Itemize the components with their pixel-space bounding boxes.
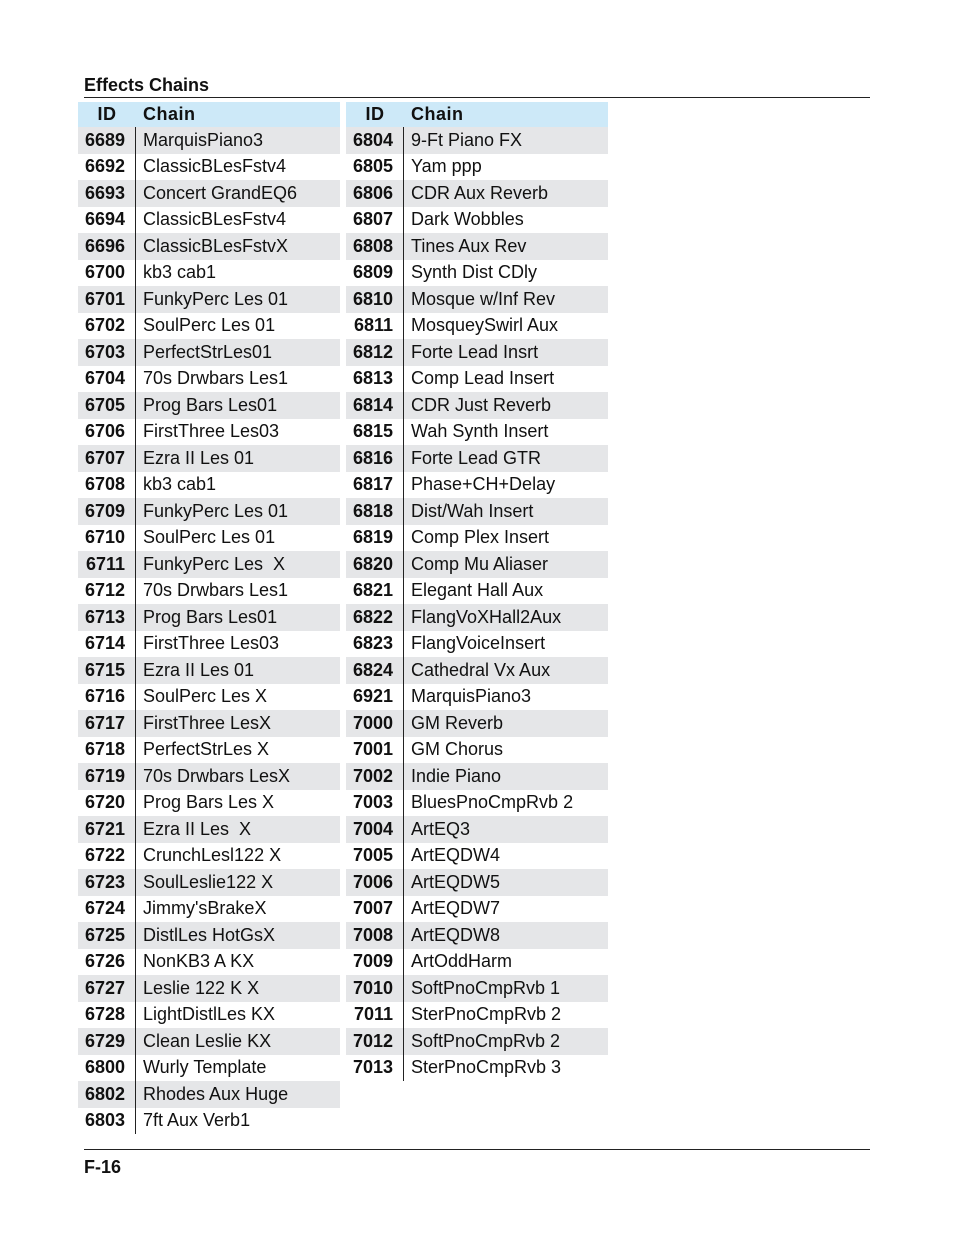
table-row	[78, 207, 340, 234]
chain-id: 6818	[346, 498, 404, 525]
chain-id: 6713	[78, 604, 136, 631]
chain-name: DistlLes HotGsX	[143, 924, 276, 945]
table-row	[78, 684, 340, 711]
table-row	[78, 1028, 340, 1055]
chain-id: 7000	[346, 710, 404, 737]
table-row	[78, 472, 340, 499]
chain-name: SoftPnoCmpRvb 1	[411, 977, 561, 998]
chain-id: 6700	[78, 260, 136, 287]
chain-name: FlangVoiceInsert	[411, 633, 546, 654]
chain-id: 7009	[346, 949, 404, 976]
table-header	[78, 102, 340, 127]
table-row	[346, 260, 608, 287]
table-row	[78, 180, 340, 207]
chain-name: FirstThree Les03	[143, 421, 280, 442]
chain-id: 7008	[346, 922, 404, 949]
chain-name: PerfectStrLes X	[143, 739, 270, 760]
chain-id: 6823	[346, 631, 404, 658]
chain-id: 6728	[78, 1002, 136, 1029]
effects-table-right	[346, 102, 608, 1081]
chain-name: ArtEQDW7	[411, 898, 501, 919]
table-row	[346, 737, 608, 764]
table-row	[346, 578, 608, 605]
chain-id: 6718	[78, 737, 136, 764]
chain-name: CDR Just Reverb	[411, 394, 552, 415]
chain-name: kb3 cab1	[143, 262, 217, 283]
table-row	[346, 233, 608, 260]
chain-name: Phase+CH+Delay	[411, 474, 556, 495]
table-row	[346, 551, 608, 578]
table-row	[78, 975, 340, 1002]
table-row	[78, 604, 340, 631]
chain-id: 6800	[78, 1055, 136, 1082]
chain-id: 7010	[346, 975, 404, 1002]
table-row	[346, 127, 608, 154]
table-row	[78, 286, 340, 313]
chain-name: Forte Lead Insrt	[411, 341, 539, 362]
page-number: F-16	[84, 1157, 122, 1177]
table-row	[346, 790, 608, 817]
table-row	[346, 869, 608, 896]
table-row	[78, 949, 340, 976]
chain-name: Wurly Template	[143, 1057, 267, 1078]
table-row	[78, 392, 340, 419]
chain-id: 6694	[78, 207, 136, 234]
chain-id: 6719	[78, 763, 136, 790]
table-row	[346, 313, 608, 340]
chain-name: SterPnoCmpRvb 3	[411, 1057, 562, 1078]
table-row	[346, 816, 608, 843]
chain-id: 6729	[78, 1028, 136, 1055]
table-row	[346, 419, 608, 446]
chain-name: Comp Mu Aliaser	[411, 553, 549, 574]
chain-id: 7002	[346, 763, 404, 790]
table-row	[78, 578, 340, 605]
table-row	[346, 922, 608, 949]
table-row	[346, 896, 608, 923]
section-title: Effects Chains	[84, 75, 210, 95]
chain-name: FunkyPerc Les 01	[143, 288, 289, 309]
table-row	[78, 551, 340, 578]
chain-name: Leslie 122 K X	[143, 977, 260, 998]
chain-id: 6712	[78, 578, 136, 605]
chain-name: Prog Bars Les01	[143, 394, 278, 415]
chain-id: 6703	[78, 339, 136, 366]
chain-id: 6802	[78, 1081, 136, 1108]
id-column-header: ID	[97, 104, 117, 124]
chain-id: 6704	[78, 366, 136, 393]
chain-name: Ezra II Les 01	[143, 447, 255, 468]
table-row	[78, 843, 340, 870]
chain-name: ArtEQDW4	[411, 845, 501, 866]
chain-id: 7007	[346, 896, 404, 923]
chain-name: Wah Synth Insert	[411, 421, 549, 442]
table-row	[78, 631, 340, 658]
chain-id: 6812	[346, 339, 404, 366]
chain-name: Elegant Hall Aux	[411, 580, 544, 601]
chain-name: Tines Aux Rev	[411, 235, 527, 256]
table-row	[346, 154, 608, 181]
chain-id: 6715	[78, 657, 136, 684]
chain-id: 7001	[346, 737, 404, 764]
chain-id: 6809	[346, 260, 404, 287]
table-row	[78, 127, 340, 154]
table-body	[346, 127, 608, 1081]
chain-id: 6811	[346, 313, 404, 340]
chain-name: Clean Leslie KX	[143, 1030, 272, 1051]
chain-name: Forte Lead GTR	[411, 447, 542, 468]
chain-name: MosqueySwirl Aux	[411, 315, 559, 336]
chain-name: FlangVoXHall2Aux	[411, 606, 562, 627]
table-row	[346, 631, 608, 658]
table-row	[78, 154, 340, 181]
chain-id: 6824	[346, 657, 404, 684]
chain-name: Synth Dist CDly	[411, 262, 538, 283]
table-row	[346, 392, 608, 419]
chain-column-header: Chain	[411, 104, 464, 124]
chain-id: 6725	[78, 922, 136, 949]
chain-id: 7004	[346, 816, 404, 843]
chain-id: 6707	[78, 445, 136, 472]
table-row	[78, 260, 340, 287]
chain-id: 7013	[346, 1055, 404, 1082]
chain-name: Ezra II Les 01	[143, 659, 255, 680]
chain-name: FunkyPerc Les X	[143, 553, 286, 574]
chain-id: 6921	[346, 684, 404, 711]
chain-id: 6692	[78, 154, 136, 181]
table-header	[346, 102, 608, 127]
chain-name: PerfectStrLes01	[143, 341, 273, 362]
chain-name: FunkyPerc Les 01	[143, 500, 289, 521]
chain-name: Indie Piano	[411, 765, 502, 786]
chain-name: Prog Bars Les01	[143, 606, 278, 627]
chain-name: ArtEQ3	[411, 818, 471, 839]
chain-name: SoftPnoCmpRvb 2	[411, 1030, 561, 1051]
chain-id: 6716	[78, 684, 136, 711]
chain-id: 6819	[346, 525, 404, 552]
table-row	[78, 1108, 340, 1135]
table-row	[78, 1081, 340, 1108]
chain-name: ArtEQDW5	[411, 871, 501, 892]
chain-id: 6813	[346, 366, 404, 393]
chain-id: 6724	[78, 896, 136, 923]
table-row	[78, 498, 340, 525]
table-row	[346, 366, 608, 393]
table-row	[346, 445, 608, 472]
chain-id: 6817	[346, 472, 404, 499]
chain-name: SoulPerc Les 01	[143, 527, 276, 548]
chain-id: 6720	[78, 790, 136, 817]
chain-id: 6721	[78, 816, 136, 843]
chain-id: 6689	[78, 127, 136, 154]
table-row	[78, 366, 340, 393]
effects-table-left	[78, 102, 340, 1134]
table-row	[78, 790, 340, 817]
chain-id: 6711	[78, 551, 136, 578]
chain-name: 70s Drwbars Les1	[143, 368, 289, 389]
chain-name: SterPnoCmpRvb 2	[411, 1004, 562, 1025]
chain-name: GM Chorus	[411, 739, 504, 760]
table-row	[78, 1002, 340, 1029]
table-row	[346, 657, 608, 684]
chain-id: 6701	[78, 286, 136, 313]
chain-id: 6807	[346, 207, 404, 234]
table-row	[346, 472, 608, 499]
footer-rule	[84, 1149, 870, 1150]
table-row	[78, 233, 340, 260]
table-row	[346, 1028, 608, 1055]
chain-id: 6706	[78, 419, 136, 446]
chain-id: 6805	[346, 154, 404, 181]
chain-name: Ezra II Les X	[143, 818, 252, 839]
table-row	[346, 763, 608, 790]
chain-name: Comp Lead Insert	[411, 368, 555, 389]
table-row	[346, 1055, 608, 1082]
chain-id: 6815	[346, 419, 404, 446]
chain-name: SoulLeslie122 X	[143, 871, 274, 892]
chain-name: LightDistlLes KX	[143, 1004, 276, 1025]
chain-id: 6808	[346, 233, 404, 260]
chain-id: 6705	[78, 392, 136, 419]
chain-name: SoulPerc Les 01	[143, 315, 276, 336]
chain-name: 7ft Aux Verb1	[143, 1110, 251, 1131]
chain-name: ArtOddHarm	[411, 951, 513, 972]
chain-id: 7005	[346, 843, 404, 870]
chain-id: 7011	[346, 1002, 404, 1029]
chain-id: 6810	[346, 286, 404, 313]
chain-name: 70s Drwbars Les1	[143, 580, 289, 601]
table-row	[78, 445, 340, 472]
id-column-header: ID	[365, 104, 385, 124]
chain-id: 6821	[346, 578, 404, 605]
table-row	[346, 498, 608, 525]
chain-name: 9-Ft Piano FX	[411, 129, 523, 150]
chain-name: Dark Wobbles	[411, 209, 524, 230]
chain-name: SoulPerc Les X	[143, 686, 268, 707]
chain-id: 6722	[78, 843, 136, 870]
chain-id: 7006	[346, 869, 404, 896]
table-row	[346, 604, 608, 631]
table-row	[78, 710, 340, 737]
chain-id: 6727	[78, 975, 136, 1002]
header-rule	[84, 97, 870, 98]
chain-name: Dist/Wah Insert	[411, 500, 534, 521]
chain-id: 6717	[78, 710, 136, 737]
chain-name: ClassicBLesFstv4	[143, 209, 287, 230]
table-row	[346, 339, 608, 366]
table-row	[346, 843, 608, 870]
table-row	[78, 525, 340, 552]
chain-name: Comp Plex Insert	[411, 527, 550, 548]
chain-name: Yam ppp	[411, 156, 482, 177]
table-row	[78, 922, 340, 949]
chain-name: MarquisPiano3	[143, 129, 264, 150]
table-row	[78, 657, 340, 684]
chain-id: 6814	[346, 392, 404, 419]
chain-id: 6693	[78, 180, 136, 207]
table-body	[78, 127, 340, 1134]
chain-id: 6696	[78, 233, 136, 260]
table-row	[78, 339, 340, 366]
chain-name: Jimmy'sBrakeX	[143, 898, 267, 919]
chain-column-header: Chain	[143, 104, 196, 124]
table-row	[346, 180, 608, 207]
table-row	[78, 419, 340, 446]
chain-id: 6803	[78, 1108, 136, 1135]
table-row	[346, 975, 608, 1002]
chain-id: 6709	[78, 498, 136, 525]
table-row	[346, 710, 608, 737]
chain-name: Prog Bars Les X	[143, 792, 275, 813]
chain-name: NonKB3 A KX	[143, 951, 255, 972]
chain-id: 7012	[346, 1028, 404, 1055]
chain-name: FirstThree LesX	[143, 712, 272, 733]
table-row	[346, 684, 608, 711]
table-row	[346, 286, 608, 313]
chain-name: Concert GrandEQ6	[143, 182, 298, 203]
chain-name: Rhodes Aux Huge	[143, 1083, 289, 1104]
chain-name: ClassicBLesFstv4	[143, 156, 287, 177]
chain-name: Mosque w/Inf Rev	[411, 288, 556, 309]
chain-name: kb3 cab1	[143, 474, 217, 495]
table-row	[78, 763, 340, 790]
chain-name: ClassicBLesFstvX	[143, 235, 289, 256]
chain-id: 6708	[78, 472, 136, 499]
table-row	[78, 869, 340, 896]
chain-name: MarquisPiano3	[411, 686, 532, 707]
chain-name: CrunchLesl122 X	[143, 845, 282, 866]
chain-name: ArtEQDW8	[411, 924, 501, 945]
chain-id: 6820	[346, 551, 404, 578]
chain-name: CDR Aux Reverb	[411, 182, 549, 203]
chain-id: 6710	[78, 525, 136, 552]
chain-id: 6822	[346, 604, 404, 631]
chain-id: 6804	[346, 127, 404, 154]
table-row	[346, 1002, 608, 1029]
chain-id: 6702	[78, 313, 136, 340]
chain-id: 6726	[78, 949, 136, 976]
chain-name: BluesPnoCmpRvb 2	[411, 792, 574, 813]
chain-name: GM Reverb	[411, 712, 504, 733]
chain-id: 6723	[78, 869, 136, 896]
table-row	[346, 949, 608, 976]
table-row	[78, 313, 340, 340]
chain-id: 7003	[346, 790, 404, 817]
chain-name: Cathedral Vx Aux	[411, 659, 551, 680]
table-row	[346, 525, 608, 552]
table-row	[78, 896, 340, 923]
chain-id: 6714	[78, 631, 136, 658]
chain-name: 70s Drwbars LesX	[143, 765, 291, 786]
table-row	[346, 207, 608, 234]
table-row	[78, 1055, 340, 1082]
chain-id: 6816	[346, 445, 404, 472]
chain-name: FirstThree Les03	[143, 633, 280, 654]
table-row	[78, 737, 340, 764]
table-row	[78, 816, 340, 843]
chain-id: 6806	[346, 180, 404, 207]
